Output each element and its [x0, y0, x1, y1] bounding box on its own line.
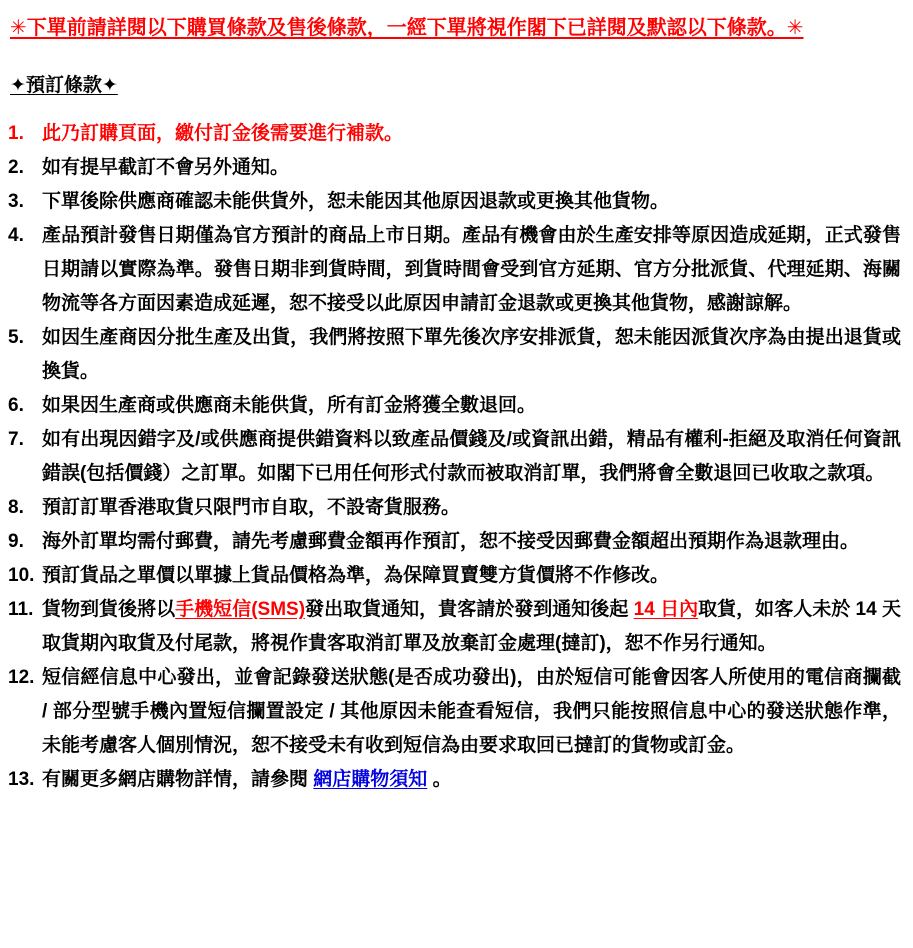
text-segment: 此乃訂購頁面，繳付訂金後需要進行補款。	[42, 123, 404, 144]
term-text	[42, 389, 901, 423]
term-item	[8, 559, 901, 593]
term-number: 7.	[8, 429, 24, 450]
term-text	[42, 559, 901, 593]
term-item	[8, 423, 901, 491]
term-text	[42, 763, 901, 797]
term-item	[8, 593, 901, 661]
term-item	[8, 117, 901, 151]
text-segment: 如有提早截訂不會另外通知。	[42, 157, 290, 178]
term-number: 6.	[8, 395, 24, 416]
text-segment: 14 日內	[633, 599, 699, 620]
text-segment: 如因生產商因分批生產及出貨，我們將按照下單先後次序安排派貨，恕未能因派貨次序為由提出退貨或換貨。	[42, 327, 901, 382]
term-text	[42, 525, 901, 559]
term-number: 11.	[8, 599, 34, 620]
term-number: 8.	[8, 497, 24, 518]
term-text	[42, 151, 901, 185]
term-number: 12.	[8, 667, 35, 688]
term-text	[42, 185, 901, 219]
text-segment: 如果因生產商或供應商未能供貨，所有訂金將獲全數退回。	[42, 395, 537, 416]
term-number: 5.	[8, 327, 24, 348]
term-item	[8, 389, 901, 423]
preorder-terms-title: ✦預訂條款✦	[10, 75, 118, 96]
purchase-notice: ✳下單前請詳閱以下購買條款及售後條款，一經下單將視作閣下已詳閱及默認以下條款。✳	[10, 17, 804, 39]
term-item	[8, 661, 901, 763]
term-text	[42, 117, 901, 151]
text-segment: 預訂訂單香港取貨只限門市自取，不設寄貨服務。	[42, 497, 461, 518]
text-segment: 取貨，如客人未於 14 天取貨期內取貨及付尾款，將視作貴客取消訂單及放棄訂金處理(撻訂)，恕不作另行通知。	[42, 599, 901, 654]
term-item	[8, 185, 901, 219]
term-item	[8, 763, 901, 797]
term-text	[42, 219, 901, 321]
term-item	[8, 219, 901, 321]
term-number: 13.	[8, 769, 35, 790]
shop-guide-link[interactable]: 網店購物須知	[313, 769, 428, 790]
text-segment: 有關更多網店購物詳情，請參閱	[42, 769, 314, 790]
term-item	[8, 151, 901, 185]
text-segment: 。	[427, 769, 452, 790]
term-item	[8, 321, 901, 389]
text-segment: 手機短信(SMS)	[175, 599, 306, 620]
text-segment: 如有出現因錯字及/或供應商提供錯資料以致產品價錢及/或資訊出錯，精品有權利-拒絕及取消任何資訊錯誤(包括價錢）之訂單。如閣下已用任何形式付款而被取消訂單，我們將會全數退回已收取之款項。	[42, 429, 901, 484]
term-item	[8, 491, 901, 525]
text-segment: 產品預計發售日期僅為官方預計的商品上市日期。產品有機會由於生產安排等原因造成延期，正式發售日期請以實際為準。發售日期非到貨時間，到貨時間會受到官方延期、官方分批派貨、代理延期、海關物流等各方面因素造成延遲，恕不接受以此原因申請訂金退款或更換其他貨物，感謝諒解。	[42, 225, 901, 314]
term-number: 4.	[8, 225, 24, 246]
term-number: 1.	[8, 123, 24, 144]
text-segment: 下單後除供應商確認未能供貨外，恕未能因其他原因退款或更換其他貨物。	[42, 191, 670, 212]
term-number: 3.	[8, 191, 24, 212]
text-segment: 短信經信息中心發出，並會記錄發送狀態(是否成功發出)，由於短信可能會因客人所使用的電信商攔截 / 部分型號手機內置短信攔置設定 / 其他原因未能查看短信，我們只能按照信息中心的發送狀態作準，未能考慮客人個別情況，恕不接受未有收到短信為由要求取回已撻訂的貨物或訂金。	[42, 667, 901, 756]
term-text	[42, 593, 901, 661]
terms-list	[8, 117, 901, 797]
term-text	[42, 423, 901, 491]
term-item	[8, 525, 901, 559]
term-number: 2.	[8, 157, 24, 178]
term-number: 9.	[8, 531, 24, 552]
text-segment: 海外訂單均需付郵費，請先考慮郵費金額再作預訂，恕不接受因郵費金額超出預期作為退款理由。	[42, 531, 860, 552]
text-segment: 預訂貨品之單價以單據上貨品價格為準，為保障買賣雙方貨價將不作修改。	[42, 565, 670, 586]
text-segment: 貨物到貨後將以	[42, 599, 176, 620]
term-text	[42, 661, 901, 763]
term-text	[42, 491, 901, 525]
text-segment: 發出取貨通知，貴客請於發到通知後起	[305, 599, 634, 620]
term-text	[42, 321, 901, 389]
term-number: 10.	[8, 565, 35, 586]
